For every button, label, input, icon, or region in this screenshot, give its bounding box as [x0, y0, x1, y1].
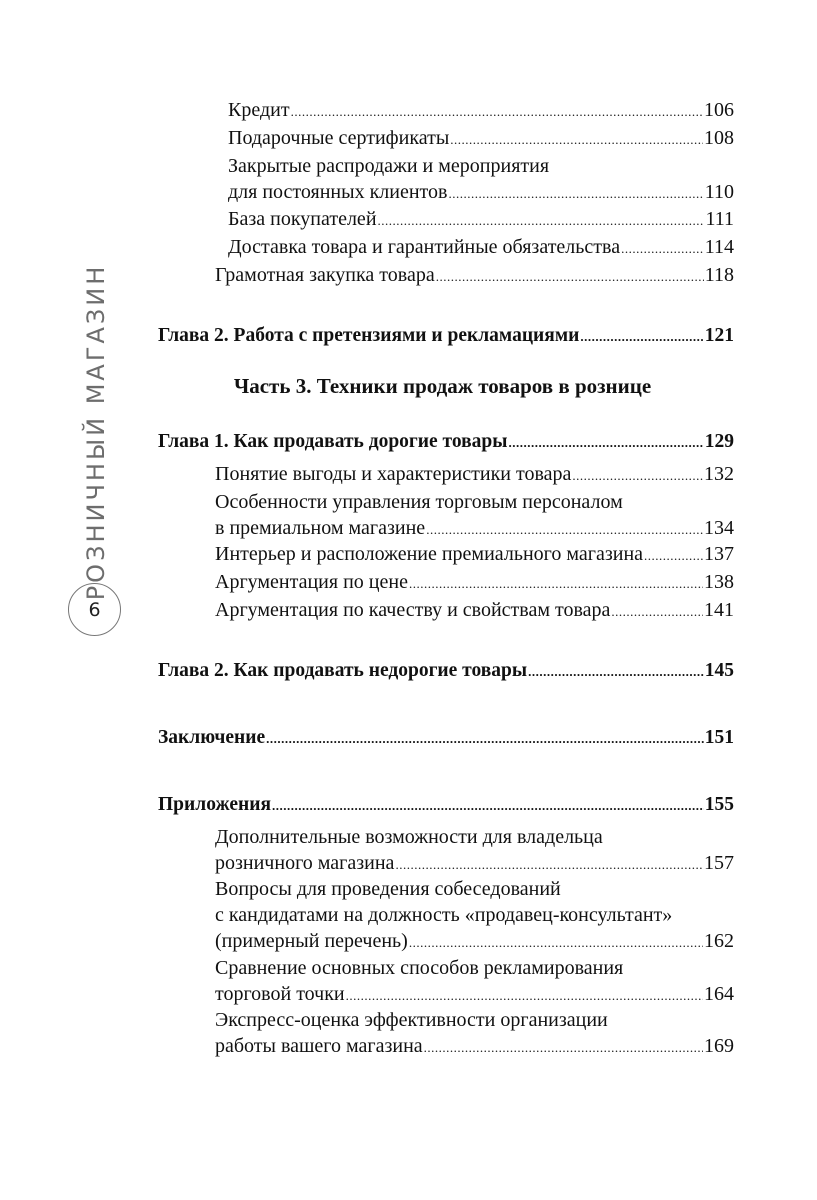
- toc-entry-price-argument[interactable]: [215, 569, 734, 597]
- toc-entry-page: 132: [704, 463, 734, 485]
- toc-entry-staff[interactable]: [215, 489, 734, 543]
- toc-entry-interior[interactable]: [215, 541, 734, 569]
- toc-entry-page: 118: [704, 264, 734, 286]
- toc-entry-label-line: в премиальном магазине: [215, 517, 426, 539]
- dot-leader: [611, 599, 703, 625]
- toc-entry-label-line: Вопросы для проведения собеседований: [215, 878, 561, 900]
- dot-leader: [378, 208, 705, 234]
- toc-entry-label-line: розничного магазина: [215, 852, 395, 874]
- book-title-text: РОЗНИЧНЫЙ МАГАЗИН: [82, 263, 110, 601]
- toc-chapter-page: 145: [704, 660, 734, 681]
- toc-entry-label: Подарочные сертификаты: [228, 127, 450, 149]
- dot-leader: [409, 571, 703, 597]
- dot-leader: [424, 1035, 703, 1061]
- toc-entry-page: 141: [704, 599, 734, 621]
- toc-chapter-appendix[interactable]: [158, 792, 734, 819]
- toc-entry-delivery[interactable]: [228, 234, 734, 262]
- toc-entry-label-line: работы вашего магазина: [215, 1035, 423, 1057]
- dot-leader: [580, 324, 703, 350]
- part-heading: Часть 3. Техники продаж товаров в рознице: [233, 374, 652, 398]
- toc-chapter-page: 121: [704, 325, 734, 346]
- dot-leader: [450, 127, 703, 153]
- toc-entry-label-line: для постоянных клиентов: [228, 181, 448, 203]
- toc-entry-label-line: с кандидатами на должность «продавец-консультант»: [215, 904, 673, 926]
- page-number: 6: [88, 598, 101, 621]
- dot-leader: [448, 181, 703, 207]
- toc-entry-page: 169: [704, 1035, 734, 1057]
- toc-entry-label-line: торговой точки: [215, 983, 345, 1005]
- toc-entry-page: 110: [704, 181, 734, 203]
- toc-entry-page: 162: [704, 930, 734, 952]
- toc-entry-label-line: Особенности управления торговым персоналом: [215, 491, 623, 513]
- dot-leader: [528, 659, 704, 685]
- toc-chapter-label: Приложения: [158, 794, 272, 815]
- toc-chapter-page: 151: [704, 727, 734, 748]
- toc-entry-interview[interactable]: [215, 876, 734, 956]
- toc-entry-owner[interactable]: [215, 824, 734, 878]
- dot-leader: [346, 983, 703, 1009]
- dot-leader: [436, 264, 704, 290]
- toc-entry-page: 134: [704, 517, 734, 539]
- dot-leader: [644, 543, 703, 569]
- toc-entry-label: Грамотная закупка товара: [215, 264, 435, 286]
- toc-entry-page: 164: [704, 983, 734, 1005]
- toc-entry-page: 137: [704, 543, 734, 565]
- toc-chapter-label: Глава 2. Как продавать недорогие товары: [158, 660, 528, 681]
- toc-chapter-page: 129: [704, 431, 734, 452]
- toc-entry-kredit[interactable]: [228, 97, 734, 125]
- toc-entry-label: Доставка товара и гарантийные обязательства: [228, 236, 621, 258]
- toc-entry-page: 138: [704, 571, 734, 593]
- toc-entry-label-line: (примерный перечень): [215, 930, 408, 952]
- toc-entry-page: 111: [705, 208, 734, 230]
- dot-leader: [509, 430, 704, 456]
- dot-leader: [266, 726, 704, 752]
- dot-leader: [426, 517, 703, 543]
- toc-chapter-page: 155: [704, 794, 734, 815]
- toc-entry-page: 108: [704, 127, 734, 149]
- toc-entry-page: 157: [704, 852, 734, 874]
- toc-chapter-label: Заключение: [158, 727, 266, 748]
- toc-entry-label: База покупателей: [228, 208, 377, 230]
- toc-chapter-conclusion[interactable]: [158, 725, 734, 752]
- dot-leader: [291, 99, 703, 125]
- toc-entry-page: 106: [704, 99, 734, 121]
- toc-chapter-expensive[interactable]: [158, 429, 734, 456]
- toc-entry-label-line: Экспресс-оценка эффективности организации: [215, 1009, 608, 1031]
- toc-chapter-claims[interactable]: [158, 323, 734, 350]
- dot-leader: [409, 930, 703, 956]
- toc-chapter-cheap[interactable]: [158, 658, 734, 685]
- dot-leader: [272, 793, 704, 819]
- toc-entry-ads[interactable]: [215, 955, 734, 1009]
- toc-entry-page: 114: [704, 236, 734, 258]
- toc-entry-quality-argument[interactable]: [215, 597, 734, 625]
- toc-entry-label: Понятие выгоды и характеристики товара: [215, 463, 572, 485]
- toc-entry-label-line: Дополнительные возможности для владельца: [215, 826, 603, 848]
- toc-entry-label: Кредит: [228, 99, 290, 121]
- toc-chapter-label: Глава 2. Работа с претензиями и рекламациями: [158, 325, 580, 346]
- toc-entry-label: Аргументация по цене: [215, 571, 408, 593]
- toc-entry-benefit[interactable]: [215, 461, 734, 489]
- toc-entry-label: Аргументация по качеству и свойствам товара: [215, 599, 611, 621]
- dot-leader: [572, 463, 703, 489]
- toc-chapter-label: Глава 1. Как продавать дорогие товары: [158, 431, 508, 452]
- dot-leader: [621, 236, 704, 262]
- toc-entry-closed-sales[interactable]: [228, 153, 734, 207]
- toc-entry-purchase[interactable]: [215, 262, 734, 290]
- toc-entry-label-line: Сравнение основных способов рекламирования: [215, 957, 624, 979]
- toc-entry-express[interactable]: [215, 1007, 734, 1061]
- toc-entry-buyers-base[interactable]: [228, 206, 734, 234]
- toc-entry-label-line: Закрытые распродажи и мероприятия: [228, 155, 550, 177]
- toc-entry-label: Интерьер и расположение премиального магазина: [215, 543, 644, 565]
- toc-entry-gift-certificates[interactable]: [228, 125, 734, 153]
- dot-leader: [395, 852, 703, 878]
